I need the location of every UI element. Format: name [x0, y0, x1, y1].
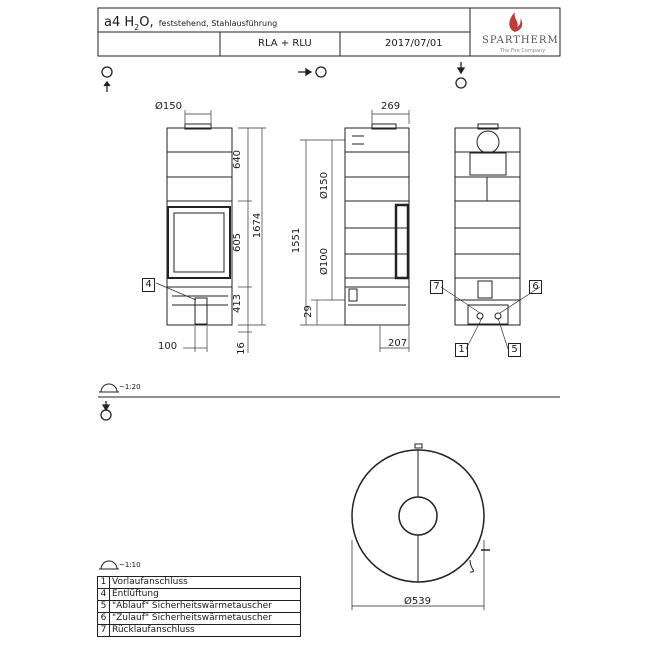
plan-view	[352, 444, 490, 610]
legend-num: 5	[98, 601, 110, 613]
scale-plan-label: ~1:10	[119, 561, 141, 569]
side-pipe-diameter: Ø100	[318, 248, 330, 275]
front-foot-height: 16	[235, 342, 247, 355]
front-base-width: 100	[158, 341, 178, 352]
view-indicator-side	[298, 67, 326, 77]
legend-table	[97, 576, 301, 637]
legend-text: Vorlaufanschluss	[110, 577, 301, 589]
view-indicator-top	[101, 401, 111, 420]
callout-4: 4	[142, 278, 155, 292]
legend-row	[98, 577, 301, 589]
product-title	[104, 11, 277, 32]
front-height-bottom: 413	[232, 293, 244, 314]
scale-symbol-plan	[99, 561, 119, 569]
side-height-low: 29	[302, 305, 314, 318]
side-view	[345, 124, 409, 325]
callout-5: 5	[508, 343, 521, 357]
legend-row	[98, 613, 301, 625]
callout-1: 1	[455, 343, 468, 357]
legend-num: 4	[98, 589, 110, 601]
title-text: a4 H	[104, 15, 135, 30]
side-height-flue: 1551	[291, 227, 303, 254]
rear-view	[455, 124, 520, 325]
brand-logo	[509, 12, 522, 32]
front-flue-diameter: Ø150	[155, 101, 182, 112]
legend-num: 1	[98, 577, 110, 589]
view-indicator-front	[102, 67, 112, 92]
callout-6: 6	[529, 280, 542, 294]
front-view	[167, 124, 232, 325]
title-subscript: 2	[134, 23, 140, 33]
legend-num: 6	[98, 613, 110, 625]
front-height-door: 605	[232, 232, 244, 253]
legend-row	[98, 601, 301, 613]
front-dimension-lines	[156, 110, 266, 353]
brand-tagline: The Fire Company	[500, 48, 546, 54]
callout-7: 7	[430, 280, 443, 294]
side-depth-bottom: 207	[388, 338, 408, 349]
brand-name: SPARTHERM	[482, 35, 559, 46]
date-label: 2017/07/01	[385, 38, 443, 49]
legend-text: Entlüftung	[110, 589, 301, 601]
side-dimension-lines	[300, 110, 409, 352]
legend-text: Rücklaufanschluss	[110, 625, 301, 637]
variant-label: RLA + RLU	[258, 38, 312, 49]
legend-row	[98, 589, 301, 601]
side-flue-diameter: Ø150	[318, 172, 330, 199]
plan-diameter: Ø539	[404, 596, 431, 607]
view-indicator-rear	[456, 62, 466, 88]
side-depth-top: 269	[381, 101, 401, 112]
legend-row	[98, 625, 301, 637]
legend-text: "Zulauf" Sicherheitswärmetauscher	[110, 613, 301, 625]
legend-text: "Ablauf" Sicherheitswärmetauscher	[110, 601, 301, 613]
scale-symbol-views	[98, 384, 560, 397]
legend-num: 7	[98, 625, 110, 637]
rear-callout-leaders	[441, 287, 540, 349]
scale-views-label: ~1:20	[119, 383, 141, 391]
front-height-total: 1674	[252, 212, 264, 239]
front-height-top: 640	[232, 149, 244, 170]
title-subtitle: feststehend, Stahlausführung	[158, 19, 278, 28]
title-suffix: O,	[139, 15, 154, 30]
